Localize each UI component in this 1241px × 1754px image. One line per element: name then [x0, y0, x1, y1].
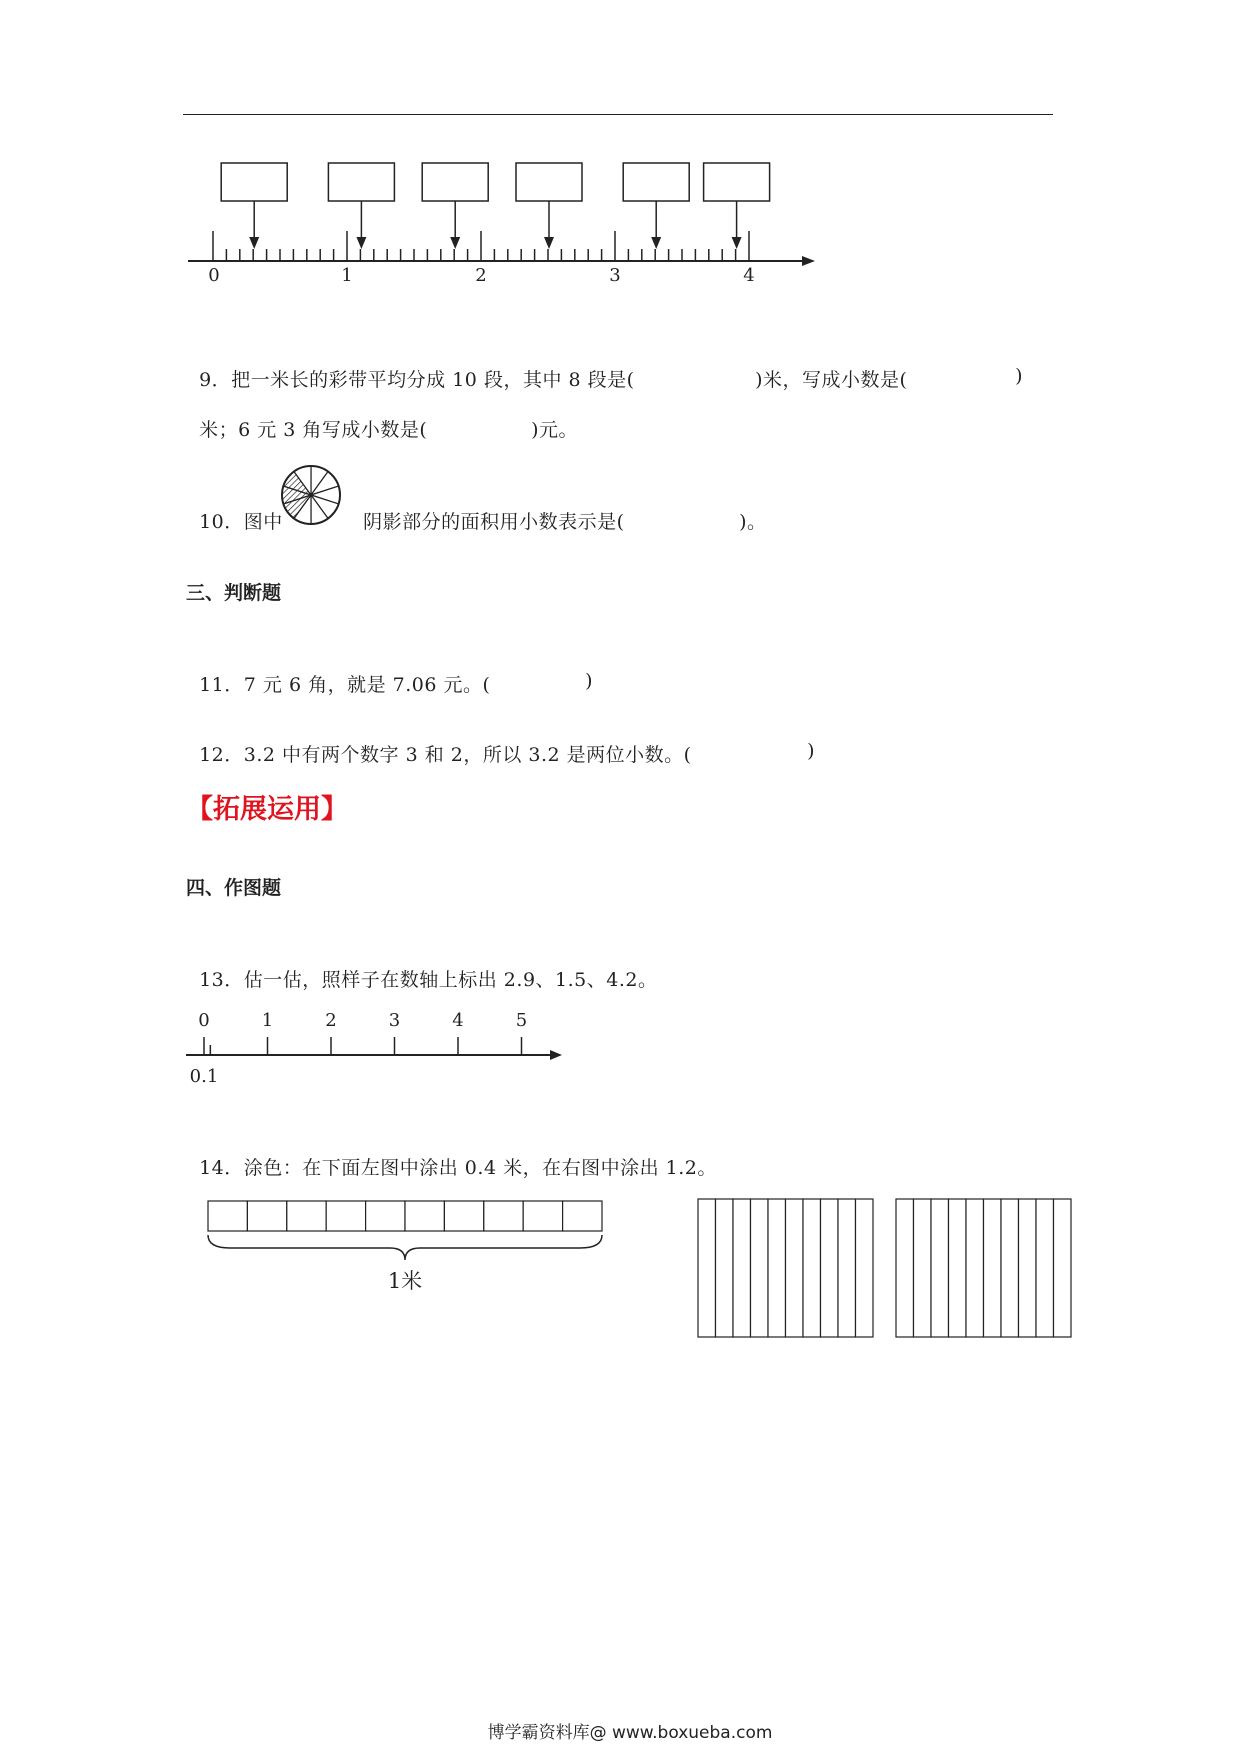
- q13-axis-label: 3: [388, 1010, 401, 1031]
- q14-strip: [966, 1199, 984, 1337]
- q13-number-line[interactable]: [180, 1008, 570, 1090]
- q8-axis-label: 0: [208, 265, 220, 286]
- q14-strip: [1054, 1199, 1072, 1337]
- q14-strip: [751, 1199, 769, 1337]
- q14-strip: [1019, 1199, 1037, 1337]
- q14-bar-cell: [484, 1201, 523, 1231]
- q9-blank-1[interactable]: [650, 343, 742, 367]
- q8-answer-box[interactable]: [704, 163, 770, 249]
- q14-bar-cell: [366, 1201, 405, 1231]
- q14-strip: [984, 1199, 1002, 1337]
- q8-answer-box[interactable]: [623, 163, 689, 249]
- q14-strip: [838, 1199, 856, 1337]
- section-4-title: 四、作图题: [186, 877, 282, 899]
- q9-blank-2[interactable]: [920, 343, 1002, 367]
- header-rule: [183, 114, 1053, 115]
- q14-strip: [931, 1199, 949, 1337]
- q14-bar-cell: [208, 1201, 247, 1231]
- extension-section-title: 【拓展运用】: [186, 794, 348, 825]
- q10-blank[interactable]: [640, 485, 726, 509]
- q14-strip: [1001, 1199, 1019, 1337]
- q14-strip: [716, 1199, 734, 1337]
- q8-answer-box[interactable]: [221, 163, 287, 249]
- q10-text-part2: 阴影部分的面积用小数表示是(: [363, 511, 625, 533]
- q14-text: 14．涂色：在下面左图中涂出 0.4 米，在右图中涂出 1.2。: [199, 1157, 717, 1179]
- q13-text: 13．估一估，照样子在数轴上标出 2.9、1.5、4.2。: [199, 969, 658, 991]
- q11-text-part2: ): [585, 670, 594, 692]
- q13-axis-label: 5: [515, 1010, 528, 1031]
- q14-strip: [949, 1199, 967, 1337]
- q9-text-part1: 9．把一米长的彩带平均分成 10 段，其中 8 段是(: [199, 369, 635, 391]
- q14-bar-cell: [287, 1201, 326, 1231]
- q14-left-bar-figure[interactable]: [200, 1198, 615, 1298]
- q9-text-part3: ): [1015, 365, 1024, 387]
- q14-strip: [1036, 1199, 1054, 1337]
- q10-pie-figure: [279, 463, 343, 527]
- q14-strip: [821, 1199, 839, 1337]
- q8-axis-label: 4: [743, 265, 755, 286]
- footer-text: 博学霸资料库@ www.boxueba.com: [487, 1723, 773, 1743]
- q14-strip: [914, 1199, 932, 1337]
- q14-brace: [208, 1235, 602, 1260]
- q8-answer-box[interactable]: [422, 163, 488, 249]
- q11-text-part1: 11．7 元 6 角，就是 7.06 元。(: [199, 674, 491, 696]
- q14-bar-cell: [247, 1201, 286, 1231]
- q13-axis-arrow: [550, 1050, 562, 1060]
- q11-blank[interactable]: [488, 648, 572, 672]
- q12-text-part1: 12．3.2 中有两个数字 3 和 2，所以 3.2 是两位小数。(: [199, 744, 692, 766]
- q14-strip: [768, 1199, 786, 1337]
- q14-bar-cell: [523, 1201, 562, 1231]
- q14-right-strips-figure[interactable]: [695, 1196, 1080, 1341]
- q14-strip: [733, 1199, 751, 1337]
- q8-axis-label: 3: [609, 265, 621, 286]
- q8-axis-label: 1: [341, 265, 353, 286]
- q9-blank-3[interactable]: [432, 393, 518, 417]
- section-3-title: 三、判断题: [186, 582, 282, 604]
- q12-text-part2: ): [807, 740, 816, 762]
- q14-strip: [856, 1199, 874, 1337]
- q12-blank[interactable]: [710, 718, 794, 742]
- q14-bar-label: 1米: [387, 1269, 423, 1293]
- q14-strip: [698, 1199, 716, 1337]
- q8-axis-arrow: [802, 256, 815, 266]
- q13-sub-label: 0.1: [189, 1066, 219, 1087]
- q14-bar-cell: [326, 1201, 365, 1231]
- q9-text-part2: )米，写成小数是(: [755, 369, 908, 391]
- q14-bar-cell: [405, 1201, 444, 1231]
- q14-bar-cell: [444, 1201, 483, 1231]
- q8-answer-box[interactable]: [328, 163, 394, 249]
- q8-number-line: [180, 155, 820, 290]
- q9-text-part5: )元。: [531, 419, 579, 441]
- q10-text-part3: )。: [739, 511, 767, 533]
- q13-axis-label: 4: [452, 1010, 464, 1031]
- q13-axis-label: 1: [261, 1010, 274, 1031]
- q14-strip: [803, 1199, 821, 1337]
- q9-text-part4: 米；6 元 3 角写成小数是(: [199, 419, 428, 441]
- q14-strip: [786, 1199, 804, 1337]
- q10-text-part1: 10．图中: [199, 511, 283, 533]
- q14-bar-cell: [563, 1201, 602, 1231]
- q8-axis-label: 2: [475, 265, 487, 286]
- q13-axis-label: 2: [325, 1010, 337, 1031]
- q14-strip: [896, 1199, 914, 1337]
- q8-answer-box[interactable]: [516, 163, 582, 249]
- q13-axis-label: 0: [198, 1010, 210, 1031]
